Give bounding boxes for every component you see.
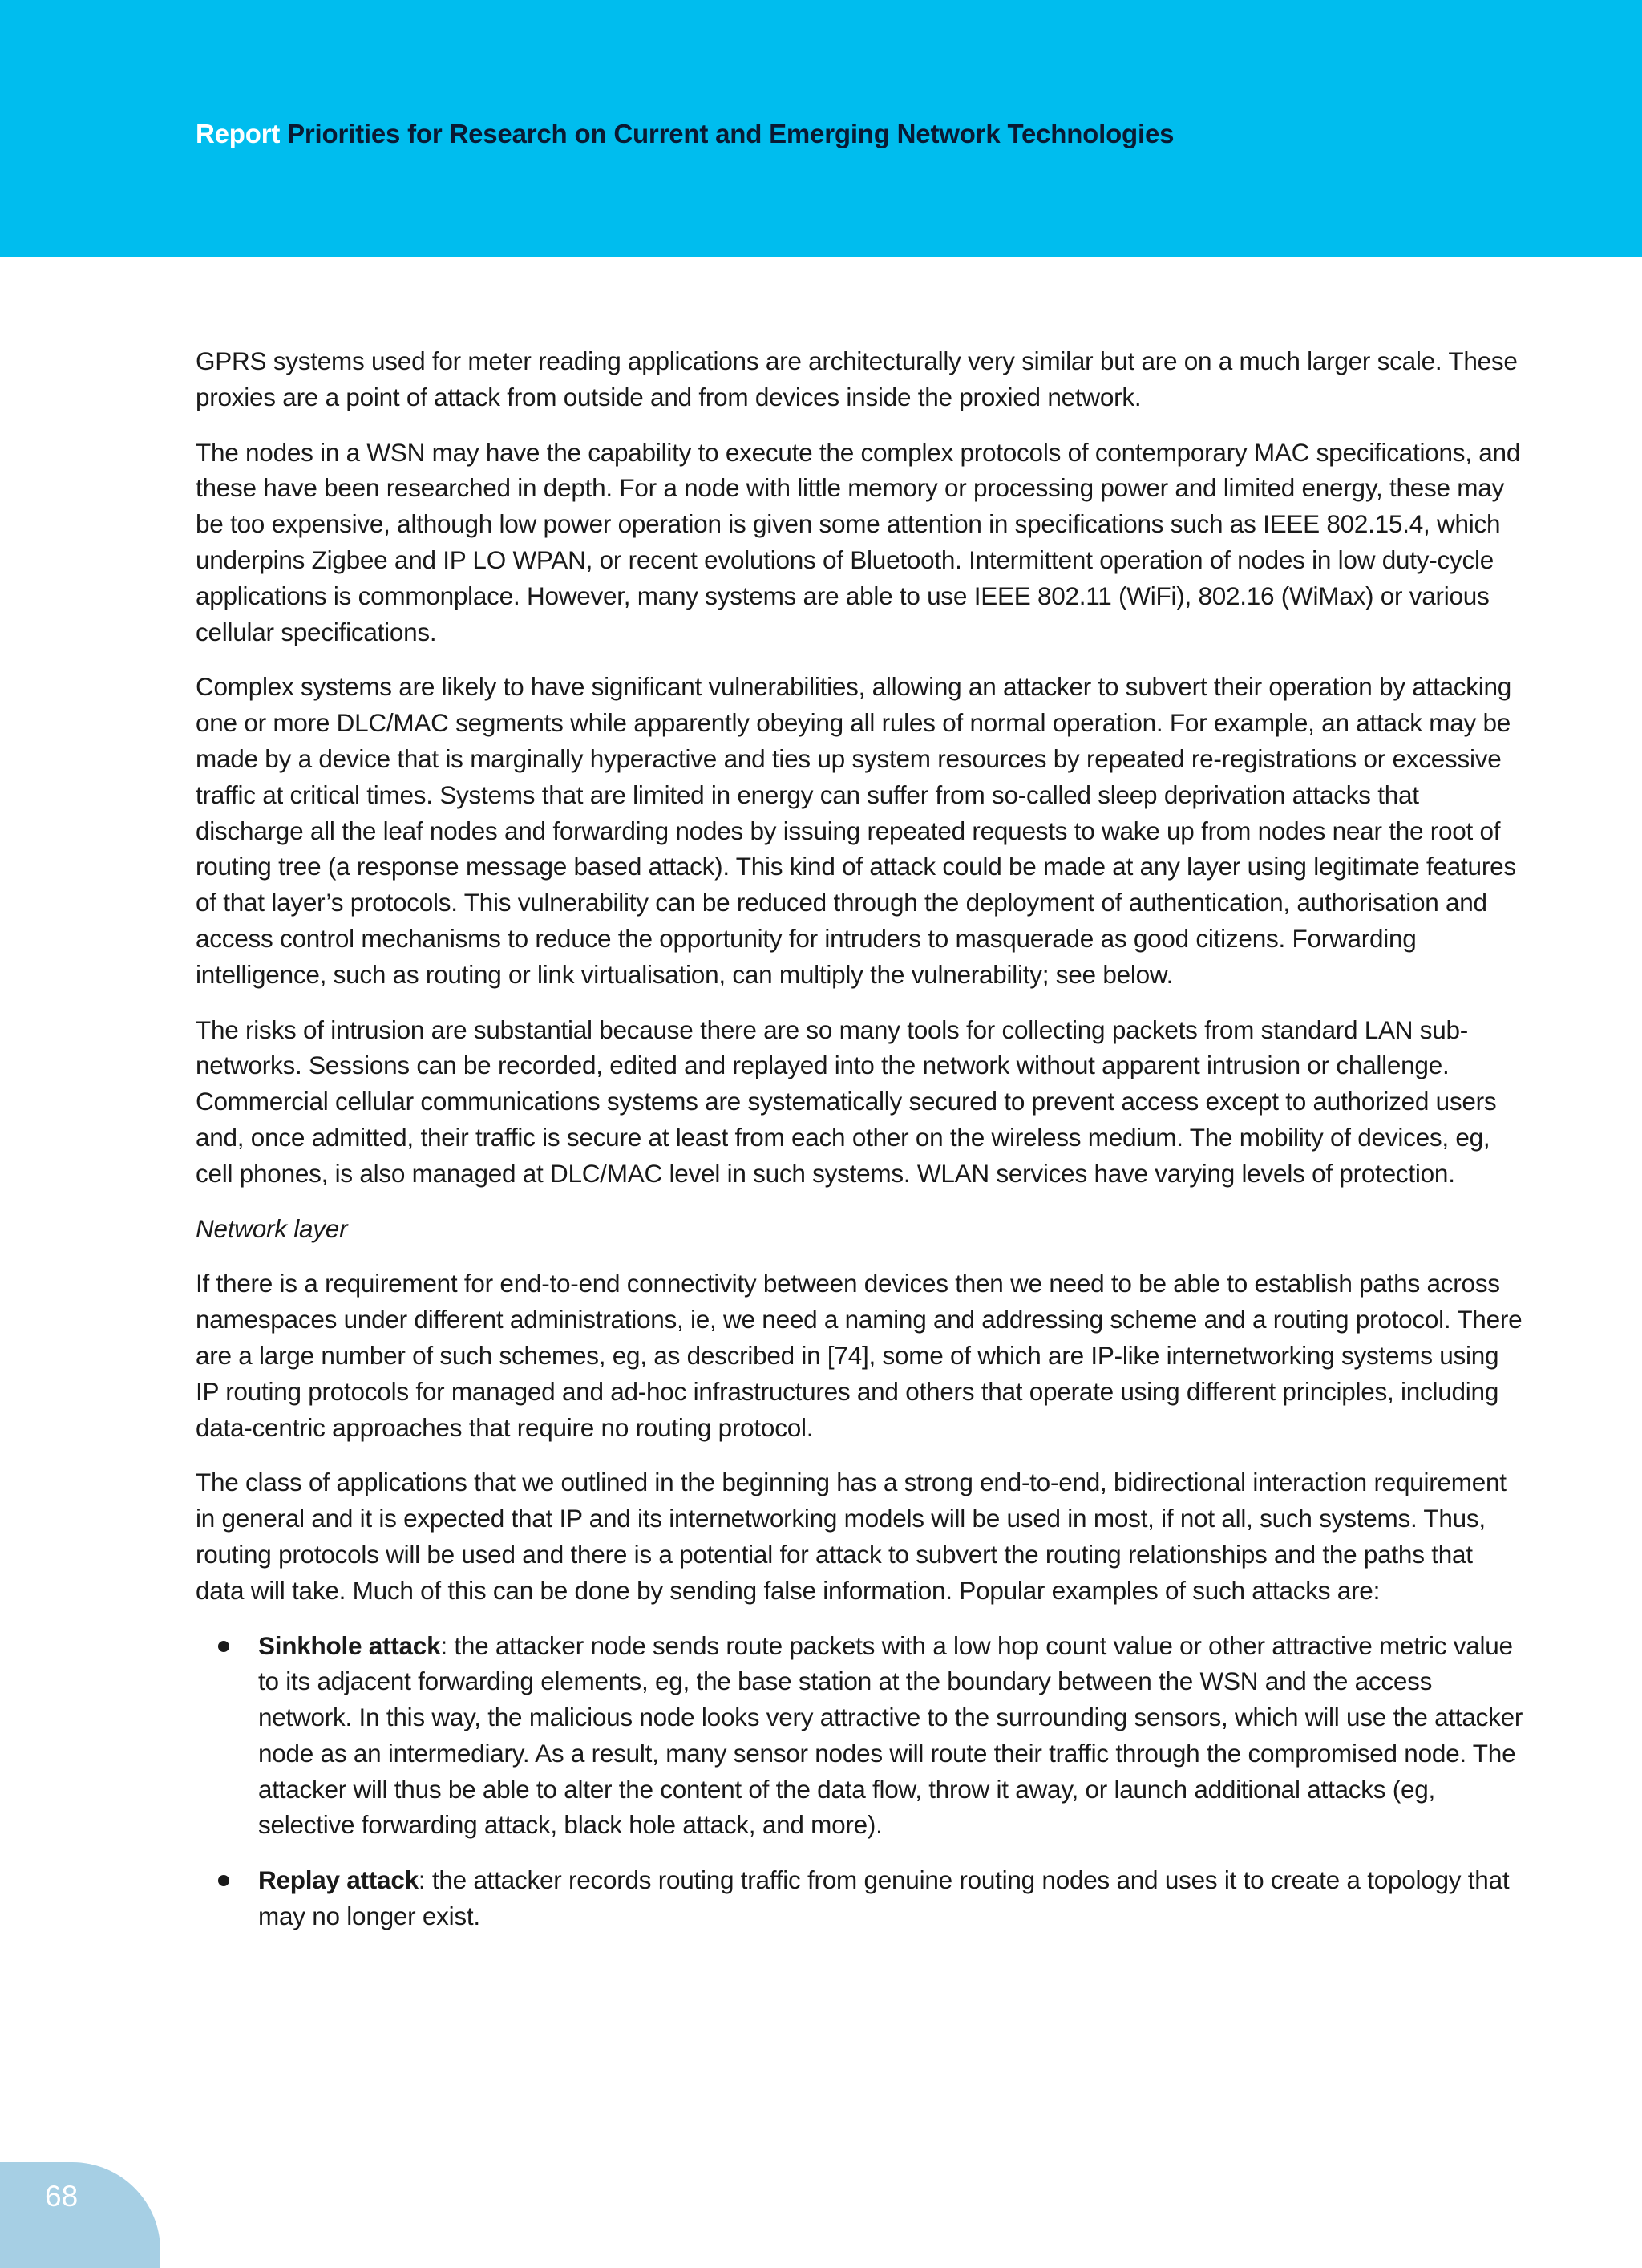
attack-list — [196, 1628, 1527, 1934]
report-label: Report — [196, 119, 281, 148]
paragraph-gprs: GPRS systems used for meter reading applications are architecturally very similar but are on a much larger scale. These proxies are a point of attack from outside and from devices inside the proxied network. — [196, 346, 1518, 411]
bullet-text: : the attacker records routing traffic from genuine routing nodes and uses it to create a topology that may no longer exist. — [258, 1865, 1510, 1931]
paragraph-applications: The class of applications that we outlined in the beginning has a strong end-to-end, bidirectional interaction requirement in general and it is expected that IP and its internetworking models will be used in most, if not all, such systems. Thus, routing protocols will be used and there is a potential for attack to subvert the routing relationships and the paths that data will take. Much of this can be done by sending false information. Popular examples of such attacks are: — [196, 1468, 1507, 1605]
report-title-text: Priorities for Research on Current and Emerging Network Technologies — [287, 119, 1175, 148]
page-number: 68 — [45, 2180, 79, 2213]
list-item — [196, 1628, 1527, 1844]
paragraph-end-to-end: If there is a requirement for end-to-end connectivity between devices then we need to be able to establish paths across namespaces under different administrations, ie, we need a naming and addressing scheme and a routing protocol. There are a large number of such schemes, eg, as described in [74], some of which are IP-like internetworking systems using IP routing protocols for managed and ad-hoc infrastructures and others that operate using different principles, including data-centric approaches that require no routing protocol. — [196, 1269, 1523, 1442]
bullet-icon — [218, 1875, 229, 1886]
bullet-term: Replay attack — [258, 1865, 419, 1895]
section-heading-network-layer: Network layer — [196, 1213, 348, 1243]
report-title — [196, 119, 1174, 149]
list-item — [196, 1862, 1527, 1934]
page-number-tab — [0, 2162, 160, 2268]
paragraph-intrusion-risks: The risks of intrusion are substantial because there are so many tools for collecting packets from standard LAN sub-networks. Sessions can be recorded, edited and replayed into the network without apparent intrusion or challenge. Commercial cellular communications systems are systematically secured to prevent access except to authorized users and, once admitted, their traffic is secure at least from each other on the wireless medium. The mobility of devices, eg, cell phones, is also managed at DLC/MAC level in such systems. WLAN services have varying levels of protection. — [196, 1015, 1497, 1188]
report-body — [196, 343, 1527, 1954]
bullet-text: : the attacker node sends route packets with a low hop count value or other attractive metric value to its adjacent forwarding elements, eg, the base station at the boundary between the WSN and the access network. In this way, the malicious node looks very attractive to the surrounding sensors, which will use the attacker node as an intermediary. As a result, many sensor nodes will route their traffic through the compromised node. The attacker will thus be able to alter the content of the data flow, throw it away, or launch additional attacks (eg, selective forwarding attack, black hole attack, and more). — [258, 1630, 1523, 1840]
paragraph-wsn-nodes: The nodes in a WSN may have the capability to execute the complex protocols of contemporary MAC specifications, and these have been researched in depth. For a node with little memory or processing power and limited energy, these may be too expensive, although low power operation is given some attention in specifications such as IEEE 802.15.4, which underpins Zigbee and IP LO WPAN, or recent evolutions of Bluetooth. Intermittent operation of nodes in low duty-cycle applications is commonplace. However, many systems are able to use IEEE 802.11 (WiFi), 802.16 (WiMax) or various cellular specifications. — [196, 437, 1521, 646]
bullet-icon — [218, 1641, 229, 1652]
paragraph-complex-systems: Complex systems are likely to have significant vulnerabilities, allowing an attacker to subvert their operation by attacking one or more DLC/MAC segments while apparently obeying all rules of normal operation. For example, an attack may be made by a device that is marginally hyperactive and ties up system resources by repeated re-registrations or excessive traffic at critical times. Systems that are limited in energy can suffer from so-called sleep deprivation attacks that discharge all the leaf nodes and forwarding nodes by issuing repeated requests to wake up from nodes near the root of routing tree (a response message based attack). This kind of attack could be made at any layer using legitimate features of that layer’s protocols. This vulnerability can be reduced through the deployment of authentication, authorisation and access control mechanisms to reduce the opportunity for intruders to masquerade as good citizens. Forwarding intelligence, such as routing or link virtualisation, can multiply the vulnerability; see below. — [196, 672, 1516, 989]
bullet-term: Sinkhole attack — [258, 1630, 441, 1660]
